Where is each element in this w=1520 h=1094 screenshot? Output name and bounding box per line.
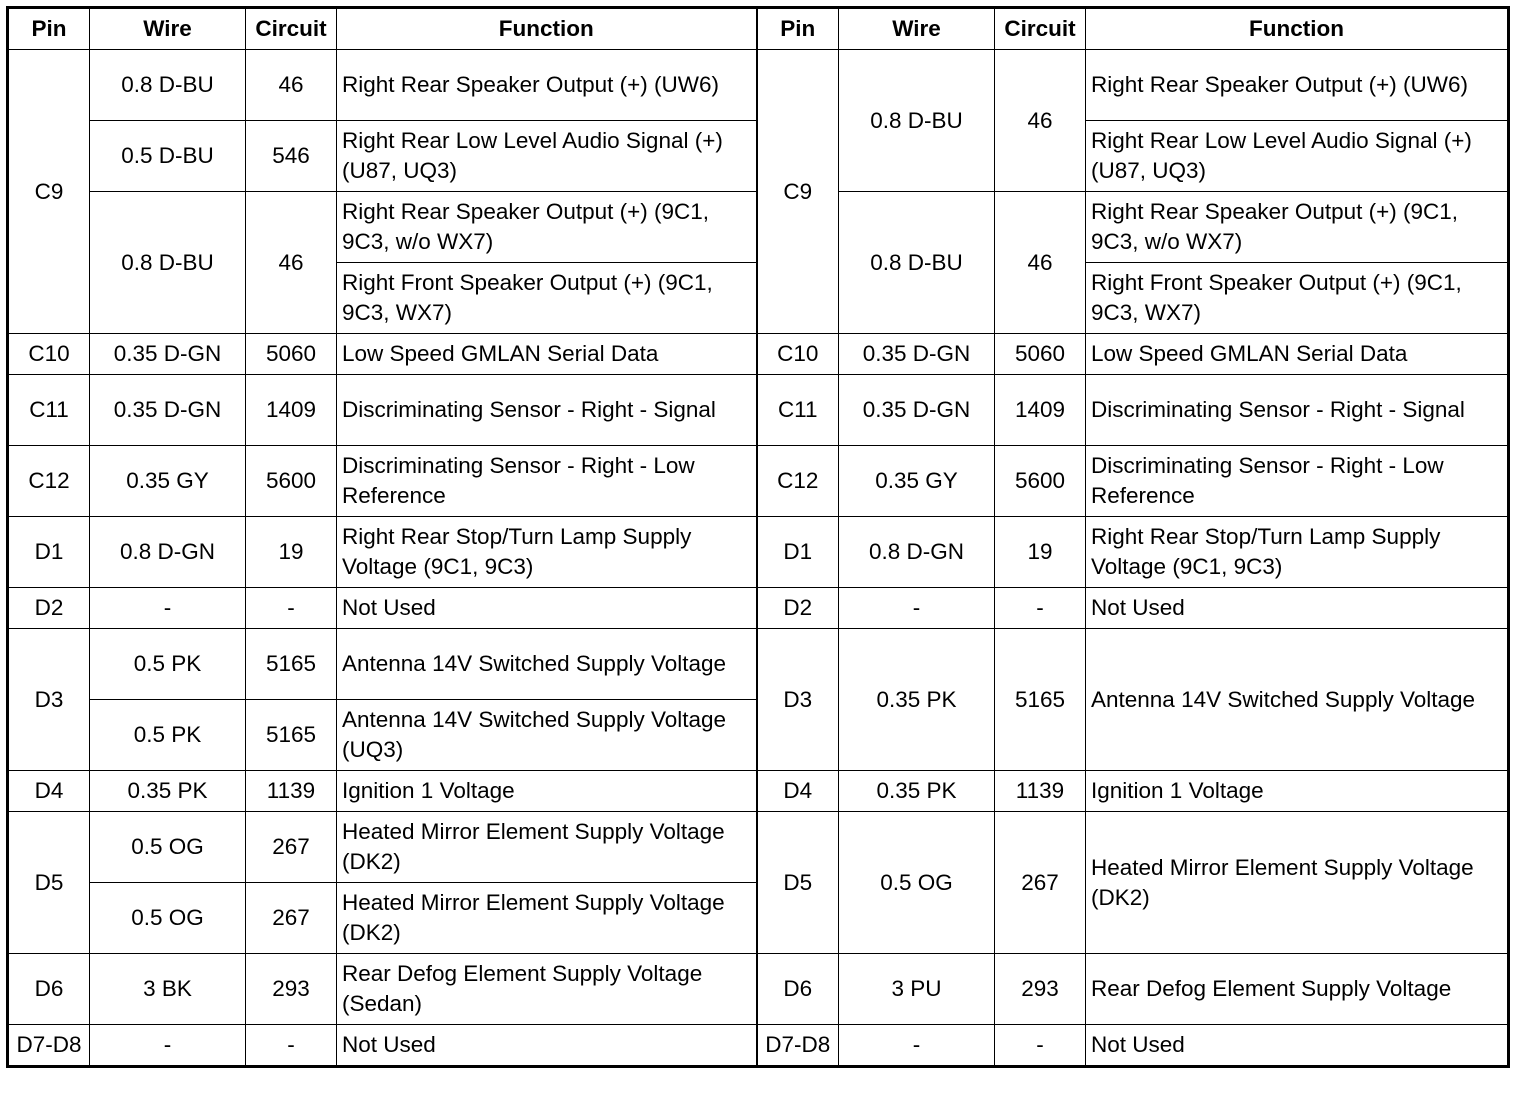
circuit-cell: 46 <box>246 50 337 121</box>
table-row <box>8 1025 1509 1067</box>
function-cell: Antenna 14V Switched Supply Voltage <box>1086 629 1509 771</box>
wire-cell: 0.5 OG <box>90 812 246 883</box>
function-cell: Not Used <box>337 1025 757 1067</box>
wire-cell: - <box>90 588 246 629</box>
function-cell: Antenna 14V Switched Supply Voltage <box>337 629 757 700</box>
table-row <box>8 954 1509 1025</box>
pin-cell: C12 <box>757 446 839 517</box>
pin-cell: D2 <box>8 588 90 629</box>
function-cell: Rear Defog Element Supply Voltage <box>1086 954 1509 1025</box>
circuit-cell: 5060 <box>246 334 337 375</box>
pin-cell: D7-D8 <box>757 1025 839 1067</box>
circuit-cell: - <box>995 588 1086 629</box>
table-row <box>8 588 1509 629</box>
function-cell: Right Rear Speaker Output (+) (9C1, 9C3, w/o WX7) <box>1086 192 1509 263</box>
wire-cell: 0.5 OG <box>839 812 995 954</box>
pin-cell: D4 <box>8 771 90 812</box>
wire-cell: 0.8 D-BU <box>90 192 246 334</box>
pin-cell: D1 <box>8 517 90 588</box>
function-cell: Discriminating Sensor - Right - Low Reference <box>1086 446 1509 517</box>
circuit-cell: 267 <box>246 812 337 883</box>
pin-cell: C9 <box>757 50 839 334</box>
function-cell: Low Speed GMLAN Serial Data <box>337 334 757 375</box>
wire-cell: 0.8 D-BU <box>90 50 246 121</box>
pin-cell: C10 <box>8 334 90 375</box>
pin-cell: D7-D8 <box>8 1025 90 1067</box>
connector-pinout-table <box>6 6 1510 1068</box>
wire-cell: 0.35 D-GN <box>90 375 246 446</box>
wire-cell: 0.8 D-BU <box>839 192 995 334</box>
function-cell: Ignition 1 Voltage <box>337 771 757 812</box>
pin-cell: D3 <box>757 629 839 771</box>
wire-cell: 0.8 D-GN <box>90 517 246 588</box>
wire-cell: - <box>839 588 995 629</box>
circuit-cell: - <box>246 588 337 629</box>
pin-cell: D6 <box>8 954 90 1025</box>
circuit-cell: 1409 <box>246 375 337 446</box>
pin-cell: D5 <box>8 812 90 954</box>
function-cell: Right Rear Stop/Turn Lamp Supply Voltage (9C1, 9C3) <box>1086 517 1509 588</box>
circuit-cell: 1139 <box>246 771 337 812</box>
pin-cell: D5 <box>757 812 839 954</box>
circuit-cell: 267 <box>995 812 1086 954</box>
wire-cell: 0.5 PK <box>90 700 246 771</box>
pin-cell: C10 <box>757 334 839 375</box>
function-cell: Not Used <box>1086 1025 1509 1067</box>
wire-cell: 3 PU <box>839 954 995 1025</box>
table-row <box>8 812 1509 883</box>
pin-cell: C12 <box>8 446 90 517</box>
circuit-cell: 5060 <box>995 334 1086 375</box>
wire-cell: 0.35 GY <box>90 446 246 517</box>
wire-cell: 0.5 D-BU <box>90 121 246 192</box>
header-wire: Wire <box>839 8 995 50</box>
pin-cell: C9 <box>8 50 90 334</box>
circuit-cell: 46 <box>246 192 337 334</box>
connector-pinout-table-container <box>6 6 1510 1068</box>
pin-cell: D1 <box>757 517 839 588</box>
function-cell: Discriminating Sensor - Right - Low Reference <box>337 446 757 517</box>
wire-cell: 3 BK <box>90 954 246 1025</box>
function-cell: Heated Mirror Element Supply Voltage (DK2) <box>337 812 757 883</box>
wire-cell: 0.35 D-GN <box>839 375 995 446</box>
pin-cell: D6 <box>757 954 839 1025</box>
circuit-cell: 1409 <box>995 375 1086 446</box>
function-cell: Ignition 1 Voltage <box>1086 771 1509 812</box>
circuit-cell: 1139 <box>995 771 1086 812</box>
table-row <box>8 771 1509 812</box>
function-cell: Low Speed GMLAN Serial Data <box>1086 334 1509 375</box>
pin-cell: D2 <box>757 588 839 629</box>
pin-cell: D3 <box>8 629 90 771</box>
table-row <box>8 375 1509 446</box>
pin-cell: D4 <box>757 771 839 812</box>
function-cell: Heated Mirror Element Supply Voltage (DK2) <box>337 883 757 954</box>
function-cell: Right Rear Speaker Output (+) (UW6) <box>1086 50 1509 121</box>
function-cell: Not Used <box>337 588 757 629</box>
function-cell: Right Front Speaker Output (+) (9C1, 9C3, WX7) <box>337 263 757 334</box>
wire-cell: - <box>90 1025 246 1067</box>
table-row <box>8 629 1509 700</box>
wire-cell: 0.5 PK <box>90 629 246 700</box>
header-row <box>8 8 1509 50</box>
function-cell: Rear Defog Element Supply Voltage (Sedan) <box>337 954 757 1025</box>
circuit-cell: 293 <box>995 954 1086 1025</box>
table-row <box>8 446 1509 517</box>
circuit-cell: 46 <box>995 192 1086 334</box>
function-cell: Not Used <box>1086 588 1509 629</box>
header-pin: Pin <box>8 8 90 50</box>
header-pin: Pin <box>757 8 839 50</box>
wire-cell: 0.8 D-BU <box>839 50 995 192</box>
circuit-cell: 46 <box>995 50 1086 192</box>
function-cell: Right Rear Speaker Output (+) (9C1, 9C3, w/o WX7) <box>337 192 757 263</box>
circuit-cell: 5165 <box>246 629 337 700</box>
circuit-cell: 293 <box>246 954 337 1025</box>
wire-cell: 0.35 PK <box>90 771 246 812</box>
wire-cell: 0.8 D-GN <box>839 517 995 588</box>
circuit-cell: - <box>995 1025 1086 1067</box>
wire-cell: 0.35 GY <box>839 446 995 517</box>
function-cell: Right Rear Low Level Audio Signal (+) (U87, UQ3) <box>1086 121 1509 192</box>
circuit-cell: 19 <box>995 517 1086 588</box>
header-circuit: Circuit <box>246 8 337 50</box>
table-row <box>8 50 1509 121</box>
wire-cell: 0.5 OG <box>90 883 246 954</box>
header-function: Function <box>1086 8 1509 50</box>
function-cell: Discriminating Sensor - Right - Signal <box>1086 375 1509 446</box>
function-cell: Discriminating Sensor - Right - Signal <box>337 375 757 446</box>
wire-cell: 0.35 D-GN <box>90 334 246 375</box>
circuit-cell: 546 <box>246 121 337 192</box>
wire-cell: 0.35 PK <box>839 771 995 812</box>
header-function: Function <box>337 8 757 50</box>
circuit-cell: 5165 <box>246 700 337 771</box>
pin-cell: C11 <box>757 375 839 446</box>
wire-cell: 0.35 PK <box>839 629 995 771</box>
function-cell: Right Rear Stop/Turn Lamp Supply Voltage (9C1, 9C3) <box>337 517 757 588</box>
pin-cell: C11 <box>8 375 90 446</box>
wire-cell: - <box>839 1025 995 1067</box>
header-wire: Wire <box>90 8 246 50</box>
function-cell: Antenna 14V Switched Supply Voltage (UQ3) <box>337 700 757 771</box>
circuit-cell: 267 <box>246 883 337 954</box>
circuit-cell: 5165 <box>995 629 1086 771</box>
function-cell: Right Front Speaker Output (+) (9C1, 9C3, WX7) <box>1086 263 1509 334</box>
function-cell: Right Rear Speaker Output (+) (UW6) <box>337 50 757 121</box>
function-cell: Right Rear Low Level Audio Signal (+) (U87, UQ3) <box>337 121 757 192</box>
circuit-cell: 5600 <box>995 446 1086 517</box>
table-row <box>8 334 1509 375</box>
wire-cell: 0.35 D-GN <box>839 334 995 375</box>
table-row <box>8 517 1509 588</box>
circuit-cell: 5600 <box>246 446 337 517</box>
circuit-cell: 19 <box>246 517 337 588</box>
header-circuit: Circuit <box>995 8 1086 50</box>
function-cell: Heated Mirror Element Supply Voltage (DK2) <box>1086 812 1509 954</box>
circuit-cell: - <box>246 1025 337 1067</box>
